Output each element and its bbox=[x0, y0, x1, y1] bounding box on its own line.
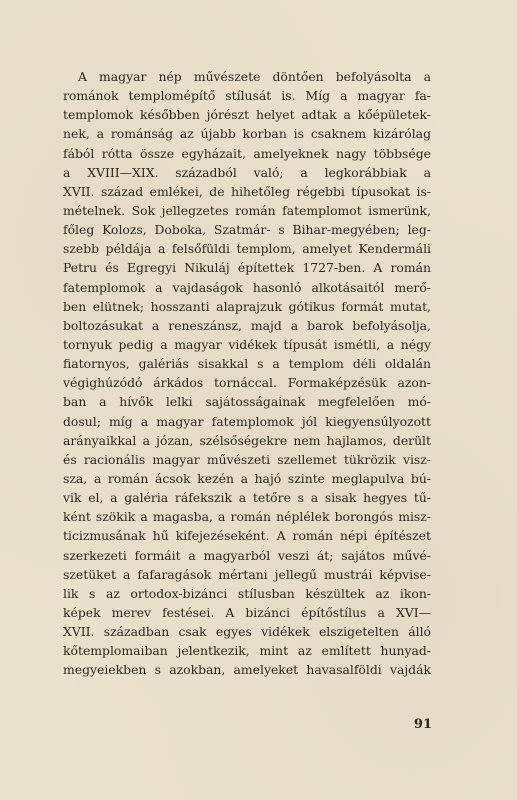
text-line: nek, a románság az újabb korban is csaknem kizárólag bbox=[63, 126, 431, 142]
text-line: A magyar nép művészete döntően befolyásolta a bbox=[78, 69, 431, 84]
text-line: XVII. században csak egyes vidékek elszigetelten álló bbox=[63, 624, 431, 640]
text-line: sza, a román ácsok kezén a hajó szinte meglapulva bú- bbox=[63, 470, 431, 486]
text-line: ticizmusának hű kifejezéseként. A román népi építészet bbox=[63, 528, 431, 544]
text-line: megyeiekben s azokban, amelyeket havasalföldi vajdák bbox=[63, 662, 431, 678]
text-line: fatemplomok a vajdaságok hasonló alkotásaitól merő- bbox=[63, 279, 431, 295]
text-line: arányaikkal a józan, szélsőségekre nem hajlamos, derült bbox=[63, 432, 431, 448]
text-line: tornyuk pedig a magyar vidékek típusát ismétli, a négy bbox=[63, 336, 431, 352]
text-line: végighúzódó árkádos tornáccal. Formaképzésük azon- bbox=[63, 375, 431, 391]
text-line: templomok későbben jórészt helyet adtak a kőépületek- bbox=[63, 107, 431, 123]
text-line: szetüket a fafaragások mértani jellegű mustrái képvise- bbox=[63, 566, 431, 582]
text-line: lik s az ortodox-bizánci stílusban készültek az ikon- bbox=[63, 585, 431, 601]
text-line: ban a hívők lelki sajátosságainak megfelelően mó- bbox=[63, 394, 431, 410]
text-line: XVII. század emlékei, de hihetőleg régebbi típusokat is- bbox=[63, 183, 431, 199]
text-line: fából rótta össze egyházait, amelyeknek nagy többsége bbox=[63, 145, 431, 161]
text-line: ben elütnek; hosszanti alaprajzuk gótikus formát mutat, bbox=[63, 298, 431, 314]
text-line: Petru és Egregyi Nikuláj építettek 1727-ben. A román bbox=[63, 260, 431, 276]
text-line: a XVIII—XIX. századból való; a legkorábbiak a bbox=[63, 164, 431, 180]
text-line: mételnek. Sok jellegzetes román fatemplomot ismerünk, bbox=[63, 202, 431, 218]
text-line: románok templomépítő stílusát is. Míg a magyar fa- bbox=[63, 88, 431, 104]
page-number: 91 bbox=[413, 717, 432, 732]
text-line: boltozásukat a reneszánsz, majd a barok befolyásolja, bbox=[63, 317, 431, 333]
text-line: főleg Kolozs, Doboka, Szatmár- s Bihar-megyében; leg- bbox=[63, 222, 431, 238]
text-line: ként szökik a magasba, a román néplélek borongós misz- bbox=[63, 509, 431, 525]
body-text bbox=[63, 67, 431, 680]
text-line: vik el, a galéria ráfekszik a tetőre s a sisak hegyes tű- bbox=[63, 490, 431, 506]
text-line: szerkezeti formáit a magyarból veszi át; sajátos művé- bbox=[63, 547, 431, 563]
text-line: és racionális magyar művészeti szellemet tükrözik visz- bbox=[63, 451, 431, 467]
text-line: szebb példája a felsőfüldi templom, amelyet Kendermáli bbox=[63, 241, 431, 257]
text-line: képek merev festései. A bizánci építőstílus a XVI— bbox=[63, 604, 431, 620]
text-line: kőtemplomaiban jelentkezik, mint az említett hunyad- bbox=[63, 643, 431, 659]
text-line: dosul; míg a magyar fatemplomok jól kiegyensúlyozott bbox=[63, 413, 431, 429]
text-line: fiatornyos, galériás sisakkal s a templom déli oldalán bbox=[63, 356, 431, 372]
